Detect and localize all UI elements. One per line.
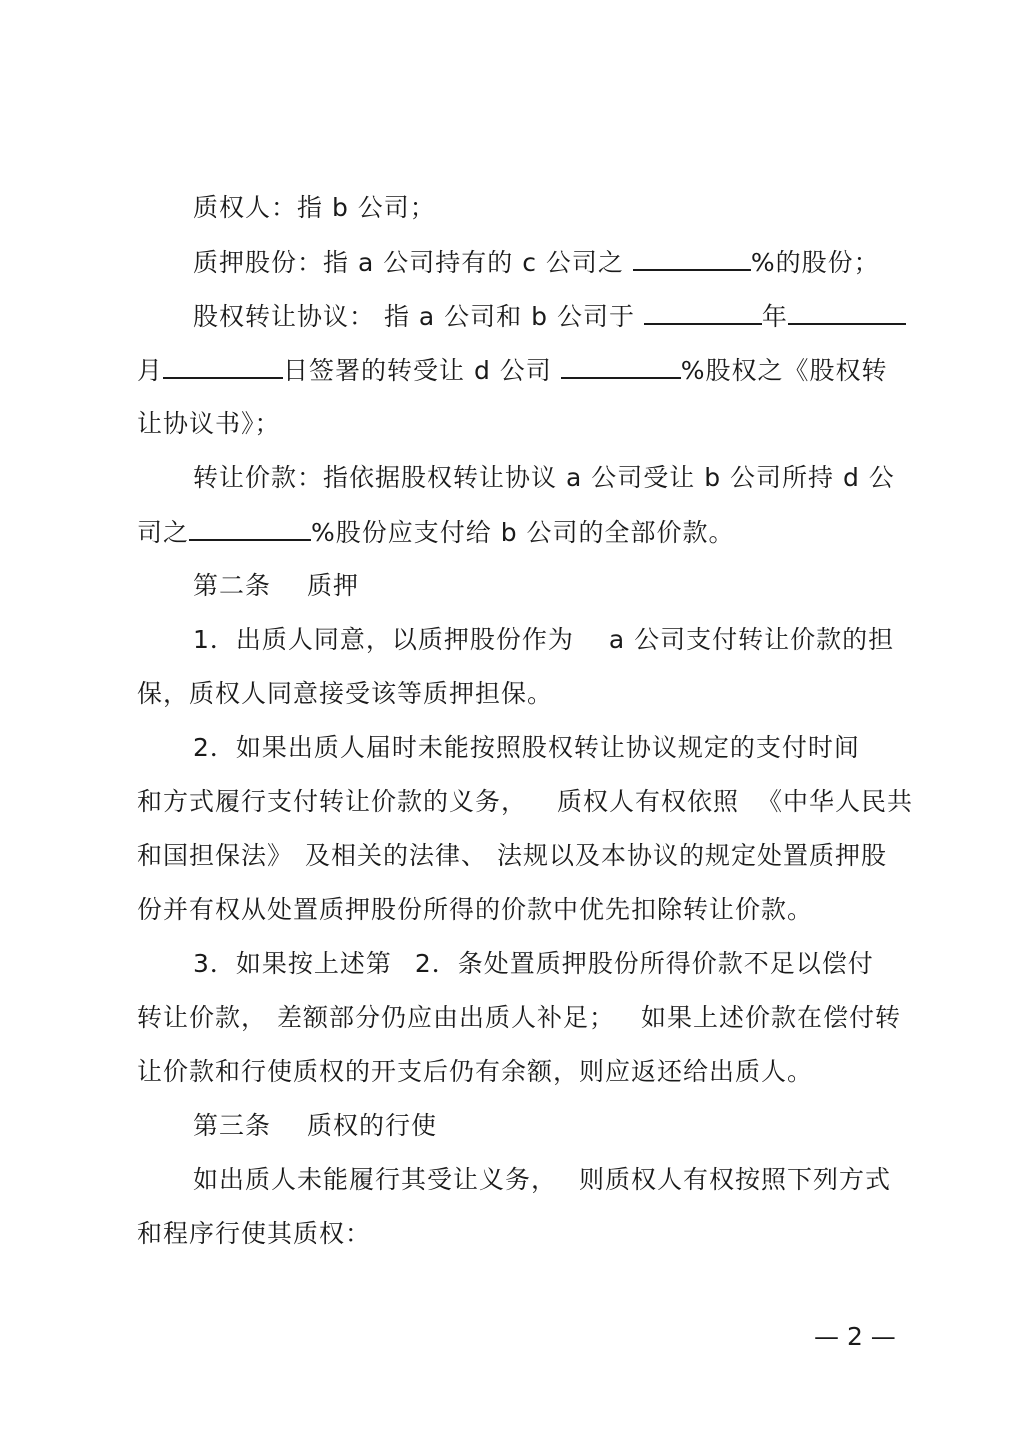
definition-pledgee: 质权人：指 b 公司； — [193, 193, 436, 222]
text-line: 让价款和行使质权的开支后仍有余额，则应返还给出质人。 — [137, 1057, 814, 1086]
text-line: 月 日签署的转受让 d 公司 %股权之《股权转 — [137, 356, 888, 385]
text-line: 保，质权人同意接受该等质押担保。 — [137, 679, 554, 708]
definition-pledged-shares: 质押股份：指 a 公司持有的 c 公司之 %的股份； — [193, 248, 880, 277]
fill-in-blank[interactable] — [189, 517, 311, 541]
clause-2: 2．如果出质人届时未能按照股权转让协议规定的支付时间 — [193, 733, 860, 762]
text-line: 如出质人未能履行其受让义务， 则质权人有权按照下列方式 — [193, 1165, 892, 1194]
text-line: 转让价款， 差额部分仍应由出质人补足； 如果上述价款在偿付转 — [137, 1003, 902, 1032]
fill-in-blank[interactable] — [163, 355, 283, 379]
text-line: 司之 %股份应支付给 b 公司的全部价款。 — [137, 518, 735, 547]
clause-1: 1．出质人同意，以质押股份作为 a 公司支付转让价款的担 — [193, 625, 895, 654]
text-line: 让协议书》； — [137, 409, 281, 438]
text-line: 和国担保法》 及相关的法律、 法规以及本协议的规定处置质押股 — [137, 841, 888, 870]
article-three-heading: 第三条 质权的行使 — [193, 1111, 438, 1140]
definition-transfer-price: 转让价款：指依据股权转让协议 a 公司受让 b 公司所持 d 公 — [193, 463, 895, 492]
fill-in-blank[interactable] — [633, 247, 751, 271]
clause-3: 3．如果按上述第 2．条处置质押股份所得价款不足以偿付 — [193, 949, 874, 978]
definition-transfer-agreement: 股权转让协议： 指 a 公司和 b 公司于 年 — [193, 301, 906, 332]
article-two-heading: 第二条 质押 — [193, 571, 360, 600]
fill-in-blank[interactable] — [788, 301, 906, 325]
page-number: — 2 — — [814, 1322, 896, 1351]
text-line: 和程序行使其质权： — [137, 1219, 372, 1248]
fill-in-blank[interactable] — [561, 355, 681, 379]
fill-in-blank[interactable] — [644, 301, 762, 325]
text-line: 和方式履行支付转让价款的义务， 质权人有权依照 《中华人民共 — [137, 787, 914, 816]
text-line: 份并有权从处置质押股份所得的价款中优先扣除转让价款。 — [137, 895, 814, 924]
